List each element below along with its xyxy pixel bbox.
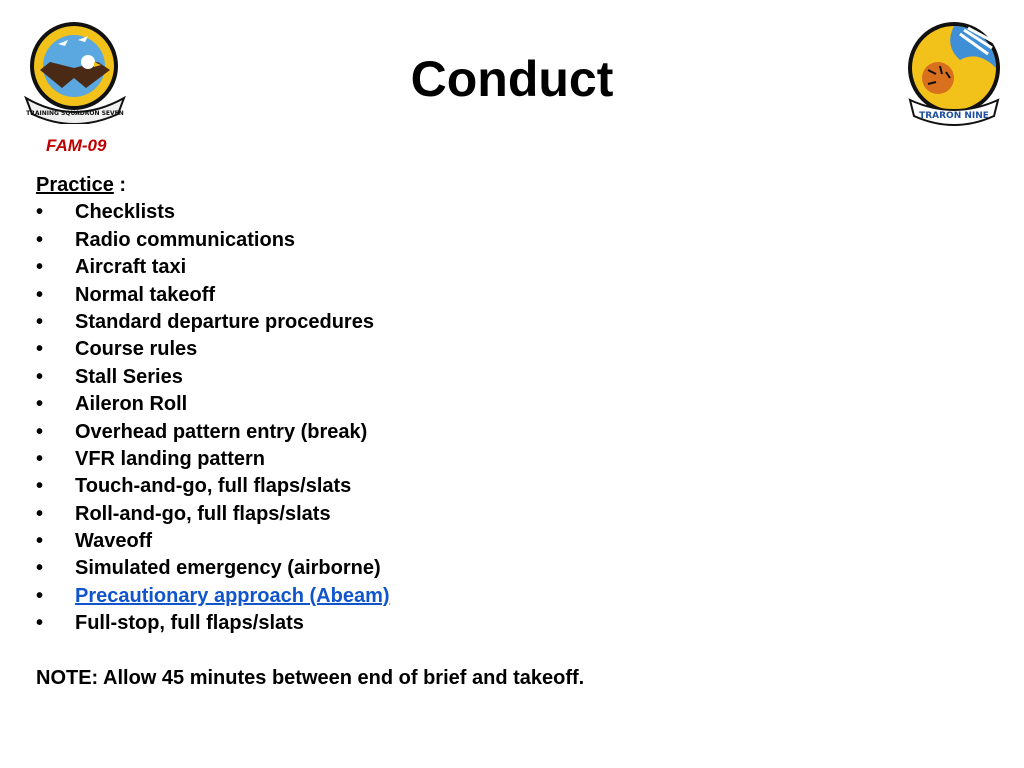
list-item-text: Touch-and-go, full flaps/slats <box>75 475 352 498</box>
practice-heading <box>36 172 996 199</box>
list-item <box>36 446 996 473</box>
list-item-text: Standard departure procedures <box>75 310 374 333</box>
list-item <box>36 555 996 582</box>
bullet-icon: • <box>36 393 44 416</box>
practice-list <box>36 199 996 637</box>
list-item-text: Aileron Roll <box>75 393 188 416</box>
bullet-icon: • <box>36 283 44 306</box>
list-item <box>36 391 996 418</box>
list-item <box>36 528 996 555</box>
left-banner-text: TRAINING SQUADRON SEVEN <box>26 110 124 117</box>
list-item <box>36 583 996 610</box>
bullet-icon: • <box>36 502 44 525</box>
slide-content <box>36 172 996 692</box>
list-item <box>36 227 996 254</box>
list-item-text: Checklists <box>75 201 176 224</box>
bullet-icon: • <box>36 530 44 553</box>
list-item <box>36 254 996 281</box>
list-item <box>36 199 996 226</box>
bullet-icon: • <box>36 612 44 635</box>
list-item-text: Roll-and-go, full flaps/slats <box>75 502 331 525</box>
bullet-icon: • <box>36 557 44 580</box>
list-item <box>36 473 996 500</box>
list-item <box>36 336 996 363</box>
bullet-icon: • <box>36 365 44 388</box>
bullet-icon: • <box>36 310 44 333</box>
bullet-icon: • <box>36 256 44 279</box>
list-item <box>36 610 996 637</box>
bullet-icon: • <box>36 201 44 224</box>
practice-label: Practice <box>36 174 114 196</box>
list-item-text: Stall Series <box>75 365 183 388</box>
list-item-text: Simulated emergency (airborne) <box>75 557 381 580</box>
list-item-text: VFR landing pattern <box>75 447 265 470</box>
list-item <box>36 364 996 391</box>
list-item-text: Full-stop, full flaps/slats <box>75 612 304 635</box>
note-text: NOTE: Allow 45 minutes between end of brief and takeoff. <box>36 666 585 689</box>
list-item-text: Waveoff <box>75 530 153 553</box>
list-item-text: Overhead pattern entry (break) <box>75 420 368 443</box>
bullet-icon: • <box>36 447 44 470</box>
page-title: Conduct <box>410 51 614 107</box>
list-item-text: Radio communications <box>75 228 296 251</box>
precautionary-approach-link[interactable]: Precautionary approach (Abeam) <box>75 584 390 607</box>
bullet-icon: • <box>36 228 44 251</box>
bullet-icon: • <box>36 338 44 361</box>
list-item <box>36 309 996 336</box>
list-item <box>36 501 996 528</box>
list-item <box>36 419 996 446</box>
right-banner-text: TRARON NINE <box>919 111 989 121</box>
lesson-code: FAM-09 <box>46 136 107 155</box>
bullet-icon: • <box>36 475 44 498</box>
bullet-icon: • <box>36 420 44 443</box>
bullet-icon: • <box>36 584 44 607</box>
list-item-text: Course rules <box>75 338 198 361</box>
list-item-text: Aircraft taxi <box>75 256 187 279</box>
list-item <box>36 282 996 309</box>
list-item-text: Normal takeoff <box>75 283 216 306</box>
practice-suffix: : <box>113 174 127 196</box>
